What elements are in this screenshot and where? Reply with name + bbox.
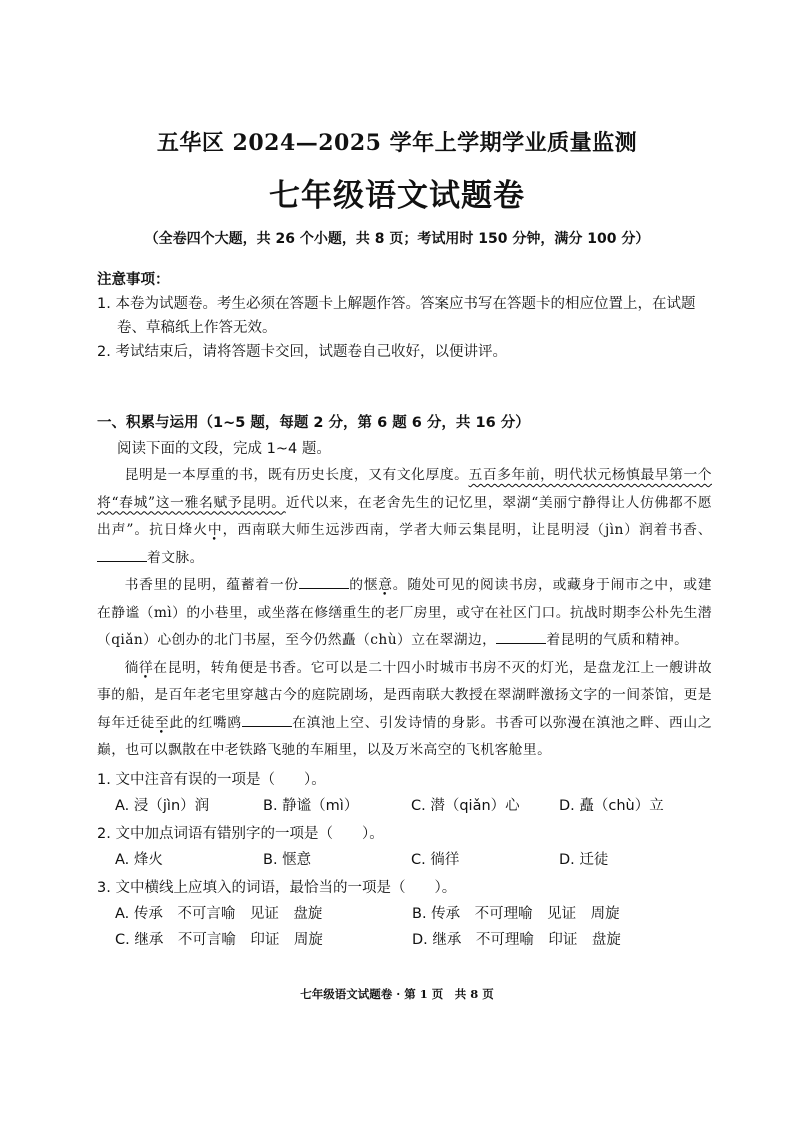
question-1-options xyxy=(97,793,712,819)
notes-item-2: 2. 考试结束后，请将答题卡交回，试题卷自己收好，以便讲评。 xyxy=(97,344,507,360)
p3-text-d: 在滇池上空、引发诗情的身影。书香可以弥漫在滇池之畔、西山之巅，也可以飘散在中老铁路飞驰的车厢里，以及万米高空的飞机客舱里。 xyxy=(97,714,712,758)
p3-dotted-char-2: 徒 xyxy=(140,714,155,731)
page-footer: 七年级语文试题卷 · 第 1 页 共 8 页 xyxy=(300,987,494,1001)
fill-blank xyxy=(242,712,292,727)
option-c: C. 徜徉 xyxy=(411,851,460,868)
p2-text-d: 着昆明的气质和精神。 xyxy=(546,632,689,648)
fill-blank xyxy=(496,629,546,644)
reading-instruction: 阅读下面的文段，完成 1~4 题。 xyxy=(117,441,331,457)
fill-blank xyxy=(97,547,147,562)
p1-text-d: 着文脉。 xyxy=(147,549,204,566)
exam-info: （全卷四个大题，共 26 个小题，共 8 页；考试用时 150 分钟，满分 100 分） xyxy=(144,231,650,247)
option-c: C. 继承 不可言喻 印证 周旋 xyxy=(115,931,323,948)
p2-text-c: 意。随处可见的阅读书房，或藏身于闹市之中，或建在静谧（mì）的小巷里，或坐落在修缮重生的老厂房里，或守在社区门口。抗战时期李公朴先生潜（qiǎn）心创办的北门书屋，至今仍然矗（chù）立在翠湖边， xyxy=(97,577,712,648)
exam-paper-title: 七年级语文试题卷 xyxy=(269,178,525,214)
option-a: A. 烽火 xyxy=(115,851,163,868)
question-2-options xyxy=(97,847,712,873)
option-a: A. 传承 不可言喻 见证 盘旋 xyxy=(115,905,323,922)
passage-paragraph-3 xyxy=(97,655,712,765)
option-a: A. 浸（jìn）润 xyxy=(115,797,210,814)
question-3-options-row-2 xyxy=(97,927,712,953)
section-title: 一、积累与运用（1~5 题，每题 2 分，第 6 题 6 分，共 16 分） xyxy=(97,415,530,431)
p3-dotted-char: 徜 xyxy=(124,659,139,676)
p2-text-b: 的 xyxy=(348,577,364,593)
section-accumulation xyxy=(97,410,712,953)
p1-text-c: 中，西南联大师生远涉西南，学者大师云集昆明，让昆明浸（jìn）润着书香、 xyxy=(207,522,712,538)
fill-blank xyxy=(299,574,349,589)
question-2: 2. 文中加点词语有错别字的一项是（ ）。 xyxy=(97,825,384,842)
p1-text-a: 昆明是一本厚重的书，既有历史长度，又有文化厚度。 xyxy=(124,467,469,483)
p1-text-b: 近代以来，在老舍先生的记忆里，翠湖“美丽宁静得让人仿佛都不愿出声”。抗日烽 xyxy=(97,494,712,538)
option-c: C. 潜（qiǎn）心 xyxy=(411,797,520,814)
option-d: D. 迁徒 xyxy=(559,851,609,868)
p1-dotted-char: 火 xyxy=(193,522,208,538)
notes-item-1: 1. 本卷为试题卷。考生必须在答题卡上解题作答。答案应书写在答题卡的相应位置上，在试题卷、草稿纸上作答无效。 xyxy=(97,296,696,336)
option-d: D. 继承 不可理喻 印证 盘旋 xyxy=(412,931,621,948)
p3-text-c: 至此的红嘴鸥 xyxy=(154,714,242,731)
option-b: B. 静谧（mì） xyxy=(263,797,359,814)
p2-dotted-char: 惬 xyxy=(363,577,379,593)
question-3-options-row-1 xyxy=(97,901,712,927)
p1-wavy-sentence: 五百多年前，明代状元杨慎最早第一个将“春城”这一雅名赋予昆明。 xyxy=(97,467,712,511)
question-1: 1. 文中注音有误的一项是（ ）。 xyxy=(97,771,326,788)
notes-block xyxy=(97,268,707,364)
exam-district-title: 五华区 2024—2025 学年上学期学业质量监测 xyxy=(156,130,638,156)
p2-text-a: 书香里的昆明，蕴蓄着一份 xyxy=(124,577,299,593)
notes-title: 注意事项： xyxy=(97,272,170,288)
passage-paragraph-2 xyxy=(97,572,712,655)
option-d: D. 矗（chù）立 xyxy=(559,797,664,814)
passage-paragraph-1 xyxy=(97,462,712,572)
p3-text-b: 徉在昆明，转角便是书香。它可以是二十四小时城市书房不灭的灯光，是盘龙江上一艘讲故事的船，是百年老宅里穿越古今的庭院剧场，是西南联大教授在翠湖畔激扬文字的一间茶馆，更是每年迁 xyxy=(97,659,713,731)
question-3: 3. 文中横线上应填入的词语，最恰当的一项是（ ）。 xyxy=(97,879,457,896)
option-b: B. 惬意 xyxy=(263,851,312,868)
option-b: B. 传承 不可理喻 见证 周旋 xyxy=(412,905,620,922)
